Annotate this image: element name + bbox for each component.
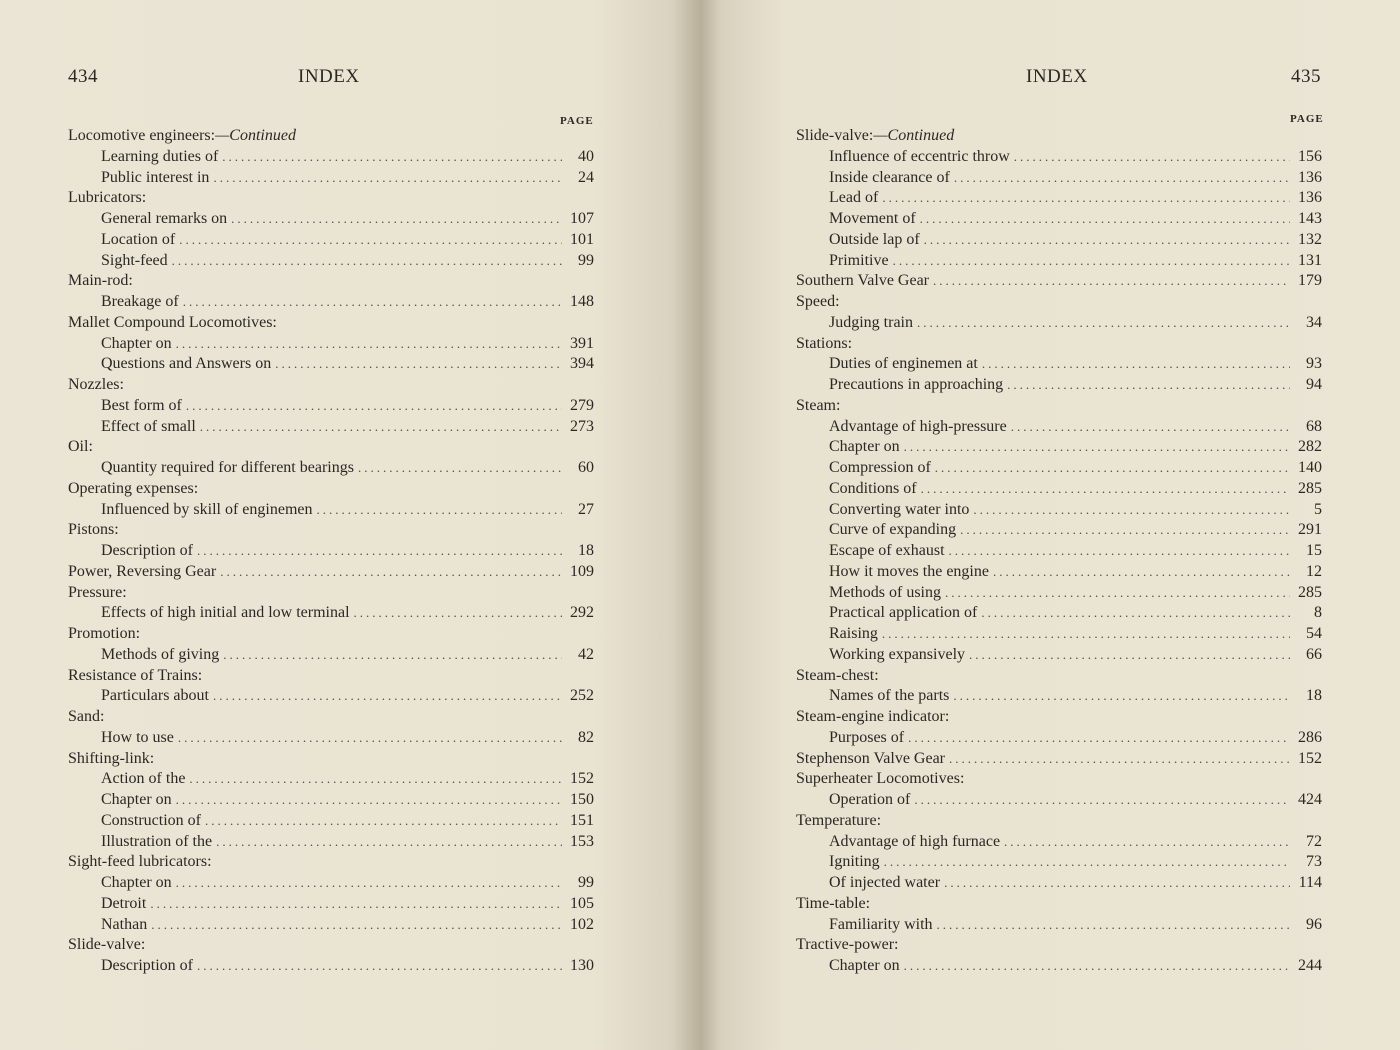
page-reference: 34 [1306,313,1322,331]
entry-label: Quantity required for different bearings [101,459,354,476]
entry-label: Outside lap of [829,230,920,248]
index-heading [68,624,594,645]
page-reference: 156 [1298,147,1322,165]
index-subentry [796,354,1322,375]
dot-leader [953,686,1290,707]
page-reference: 282 [1298,438,1322,456]
page-reference: 130 [570,957,594,974]
page-reference: 24 [578,168,594,186]
page-reference: 136 [1298,168,1322,186]
index-entries [796,126,1322,977]
page-reference: 252 [570,687,594,705]
index-subentry [796,873,1322,894]
page-reference: 424 [1298,791,1322,808]
dot-leader [213,168,562,189]
index-heading [796,707,1322,728]
entry-label: Sand: [68,708,105,725]
entry-label: Chapter on [829,957,900,974]
dot-leader [908,728,1290,749]
index-subentry [796,562,1322,583]
index-subentry [796,956,1322,977]
index-heading [68,437,594,458]
index-subentry [68,230,594,251]
entry-label: Advantage of high-pressure [829,417,1007,435]
entry-label: Methods of using [829,583,941,601]
index-heading [796,271,1322,292]
dot-leader [186,396,562,417]
entry-label: Power, Reversing Gear [68,562,217,580]
index-heading [68,375,594,396]
dot-leader [960,520,1290,541]
index-subentry [68,541,594,562]
index-subentry [796,832,1322,853]
entry-label: Sight-feed lubricators: [68,853,212,871]
entry-label: Precautions in approaching [829,376,1004,393]
index-subentry [68,894,594,915]
entry-label: Illustration of the [101,832,213,850]
entry-label: Methods of giving [101,645,220,663]
entry-label: Judging train [829,313,913,331]
dot-leader [949,541,1290,562]
index-subentry [68,603,594,624]
continued-label: —Continued [873,127,955,144]
index-heading [68,707,594,728]
index-heading [796,894,1322,915]
entry-label: Learning duties of [101,147,219,165]
entry-label: Location of [101,230,176,248]
page-reference: 40 [578,147,594,165]
page-reference: 12 [1306,562,1322,580]
entry-label: Southern Valve Gear [796,272,929,290]
running-title: INDEX [1026,66,1088,87]
dot-leader [944,873,1290,894]
dot-leader [1014,147,1290,168]
page-reference: 285 [1298,583,1322,601]
index-subentry [68,354,594,375]
index-subentry [796,417,1322,438]
running-title: INDEX [298,66,360,87]
entry-label: Mallet Compound Locomotives: [68,313,277,331]
page-column-label: PAGE [560,115,594,127]
page-reference: 68 [1306,417,1322,435]
dot-leader [358,458,562,479]
page-reference: 151 [570,811,594,829]
dot-leader [223,645,562,666]
dot-leader [176,873,562,894]
index-heading [796,126,1322,147]
index-heading [68,479,594,500]
index-subentry [796,313,1322,334]
dot-leader [914,790,1290,811]
page-reference: 96 [1306,915,1322,933]
page-reference: 18 [578,542,594,559]
dot-leader [981,603,1290,624]
entry-label: Action of the [101,770,186,788]
dot-leader [176,334,562,355]
dot-leader [924,230,1290,251]
page-reference: 148 [570,293,594,310]
index-subentry [796,583,1322,604]
page-reference: 132 [1298,230,1322,248]
page-column-label: PAGE [1290,113,1324,125]
entry-label: How to use [101,728,174,746]
dot-leader [954,168,1290,189]
dot-leader [884,852,1290,873]
entry-label: Public interest in [101,168,210,186]
entry-label: Effect of small [101,417,196,435]
entry-label: Shifting-link: [68,749,155,767]
index-subentry [68,417,594,438]
page-reference: 244 [1298,957,1322,974]
index-subentry [796,645,1322,666]
entry-label: Steam-chest: [796,666,879,684]
dot-leader [917,313,1290,334]
entry-label: Speed: [796,293,840,310]
dot-leader [172,251,562,272]
page-reference: 136 [1298,189,1322,207]
index-heading [796,811,1322,832]
page-reference: 153 [570,832,594,850]
entry-label: Effects of high initial and low terminal [101,604,350,622]
entry-label: Steam: [796,396,841,414]
page-reference: 114 [1298,874,1322,891]
dot-leader [183,292,562,313]
entry-label: Description of [101,957,193,974]
index-subentry [796,500,1322,521]
entry-label: Purposes of [829,728,905,746]
entry-label: Pressure: [68,583,127,601]
page-reference: 285 [1298,479,1322,497]
dot-leader [893,251,1290,272]
index-heading [68,749,594,770]
index-subentry [68,251,594,272]
dot-leader [354,603,562,624]
dot-leader [317,500,563,521]
dot-leader [921,479,1290,500]
entry-label: Names of the parts [829,687,950,705]
page-reference: 82 [578,728,594,746]
dot-leader [216,832,562,853]
index-heading [796,935,1322,956]
dot-leader [205,811,562,832]
dot-leader [937,915,1290,936]
page-reference: 286 [1298,728,1322,746]
entry-label: General remarks on [101,210,228,227]
index-subentry [68,147,594,168]
entry-label: Operation of [829,791,911,808]
entry-label: Conditions of [829,479,917,497]
entry-label: Detroit [101,894,147,912]
index-subentry [796,520,1322,541]
entry-label: Influence of eccentric throw [829,147,1010,165]
index-heading [68,520,594,541]
page-reference: 107 [570,210,594,227]
entry-label: Slide-valve: [68,936,146,954]
page-reference: 42 [578,645,594,663]
entry-label: Tractive-power: [796,936,899,954]
index-subentry [796,541,1322,562]
page-reference: 131 [1298,251,1322,269]
entry-label: Of injected water [829,874,941,891]
index-subentry [796,437,1322,458]
page-reference: 27 [578,500,594,518]
right-page [700,0,1400,1050]
index-subentry [796,251,1322,272]
page-reference: 15 [1306,542,1322,559]
index-subentry [68,956,594,977]
dot-leader [222,147,562,168]
index-heading [68,583,594,604]
dot-leader [904,437,1290,458]
entry-label: Lubricators: [68,189,147,207]
page-reference: 291 [1298,521,1322,539]
dot-leader [882,188,1290,209]
index-subentry [68,769,594,790]
dot-leader [1011,417,1290,438]
index-subentry [796,790,1322,811]
dot-leader [993,562,1290,583]
page-reference: 72 [1306,832,1322,850]
index-subentry [796,458,1322,479]
index-subentry [796,168,1322,189]
index-entries [68,126,594,977]
page-reference: 152 [570,770,594,788]
dot-leader [920,209,1290,230]
dot-leader [197,541,562,562]
entry-label: Igniting [829,853,880,871]
index-subentry [796,230,1322,251]
page-reference: 54 [1306,625,1322,642]
entry-label: Steam-engine indicator: [796,708,950,725]
index-subentry [68,334,594,355]
index-subentry [68,168,594,189]
entry-label: Chapter on [101,334,172,352]
page-reference: 140 [1298,459,1322,476]
index-subentry [68,458,594,479]
index-subentry [796,728,1322,749]
dot-leader [179,230,562,251]
dot-leader [904,956,1290,977]
entry-label: Best form of [101,396,182,414]
page-reference: 102 [570,915,594,933]
entry-label: Lead of [829,189,879,207]
dot-leader [150,894,562,915]
entry-label: Breakage of [101,293,179,310]
entry-label: Nozzles: [68,376,124,393]
dot-leader [275,354,562,375]
entry-label: Time-table: [796,894,871,912]
index-subentry [68,790,594,811]
index-heading [68,562,594,583]
index-heading [796,769,1322,790]
entry-label: Temperature: [796,811,882,829]
page-reference: 18 [1306,687,1322,705]
entry-label: Particulars about [101,687,209,705]
page-reference: 8 [1314,604,1322,622]
entry-label: Operating expenses: [68,479,199,497]
index-subentry [68,645,594,666]
index-subentry [68,500,594,521]
index-heading [796,666,1322,687]
dot-leader [1007,375,1290,396]
page-number: 435 [1291,66,1321,87]
index-subentry [796,603,1322,624]
entry-label: Compression of [829,459,931,476]
entry-label: Practical application of [829,604,978,622]
entry-label: Chapter on [829,438,900,456]
index-subentry [68,873,594,894]
page-reference: 5 [1314,500,1322,518]
index-subentry [796,915,1322,936]
entry-label: Description of [101,542,193,559]
entry-label: Oil: [68,438,93,456]
index-heading [68,666,594,687]
entry-label: Influenced by skill of enginemen [101,500,313,518]
index-heading [796,396,1322,417]
index-subentry [68,209,594,230]
entry-label: Questions and Answers on [101,355,272,373]
dot-leader [176,790,562,811]
page-reference: 99 [578,251,594,269]
entry-label: Escape of exhaust [829,542,945,559]
page-reference: 73 [1306,853,1322,871]
index-subentry [796,624,1322,645]
entry-label: Locomotive engineers: [68,127,216,144]
entry-label: Familiarity with [829,915,933,933]
page-reference: 94 [1306,376,1322,393]
index-subentry [68,728,594,749]
entry-label: Advantage of high furnace [829,832,1001,850]
page-reference: 109 [570,562,594,580]
dot-leader [945,583,1290,604]
page-reference: 179 [1298,272,1322,290]
dot-leader [982,354,1290,375]
page-reference: 292 [570,604,594,622]
index-subentry [68,292,594,313]
page-reference: 101 [570,230,594,248]
index-subentry [796,188,1322,209]
entry-label: Stations: [796,334,853,352]
page-reference: 273 [570,417,594,435]
index-subentry [68,686,594,707]
dot-leader [882,624,1290,645]
entry-label: Movement of [829,210,916,227]
dot-leader [933,271,1290,292]
dot-leader [949,749,1290,770]
index-heading [68,271,594,292]
page-reference: 105 [570,894,594,912]
index-subentry [68,396,594,417]
index-heading [796,334,1322,355]
dot-leader [151,915,562,936]
index-subentry [68,915,594,936]
entry-label: Pistons: [68,521,119,539]
entry-label: Construction of [101,811,201,829]
entry-label: Resistance of Trains: [68,666,203,684]
index-heading [796,749,1322,770]
entry-label: How it moves the engine [829,562,989,580]
index-heading [68,313,594,334]
page-reference: 60 [578,459,594,476]
entry-label: Sight-feed [101,251,168,269]
dot-leader [231,209,562,230]
dot-leader [178,728,562,749]
entry-label: Chapter on [101,791,172,808]
page-reference: 143 [1298,210,1322,227]
dot-leader [973,500,1290,521]
page-reference: 152 [1298,749,1322,767]
index-subentry [796,147,1322,168]
index-subentry [796,209,1322,230]
continued-label: —Continued [215,127,296,144]
page-reference: 99 [578,874,594,891]
entry-label: Main-rod: [68,272,133,290]
dot-leader [200,417,562,438]
index-heading [68,852,594,873]
entry-label: Duties of enginemen at [829,355,978,373]
index-subentry [796,375,1322,396]
index-heading [796,292,1322,313]
entry-label: Curve of expanding [829,521,957,539]
index-subentry [796,852,1322,873]
index-subentry [796,686,1322,707]
index-subentry [68,811,594,832]
dot-leader [220,562,562,583]
entry-label: Promotion: [68,625,141,642]
page-reference: 150 [570,791,594,808]
page-reference: 279 [570,396,594,414]
dot-leader [935,458,1290,479]
entry-label: Working expansively [829,645,966,663]
index-heading [68,935,594,956]
entry-label: Nathan [101,915,148,933]
index-heading [68,188,594,209]
entry-label: Stephenson Valve Gear [796,749,945,767]
page-number: 434 [68,66,98,87]
page-reference: 391 [570,334,594,352]
dot-leader [1004,832,1290,853]
index-subentry [796,479,1322,500]
index-heading [68,126,594,147]
entry-label: Primitive [829,251,889,269]
entry-label: Slide-valve: [796,127,874,144]
index-subentry [68,832,594,853]
dot-leader [213,686,562,707]
entry-label: Chapter on [101,874,172,891]
entry-label: Superheater Locomotives: [796,770,965,788]
dot-leader [197,956,562,977]
page-reference: 66 [1306,645,1322,663]
page-reference: 93 [1306,355,1322,373]
entry-label: Raising [829,625,878,642]
entry-label: Converting water into [829,500,970,518]
dot-leader [189,769,562,790]
entry-label: Inside clearance of [829,168,950,186]
page-reference: 394 [570,355,594,373]
dot-leader [969,645,1290,666]
